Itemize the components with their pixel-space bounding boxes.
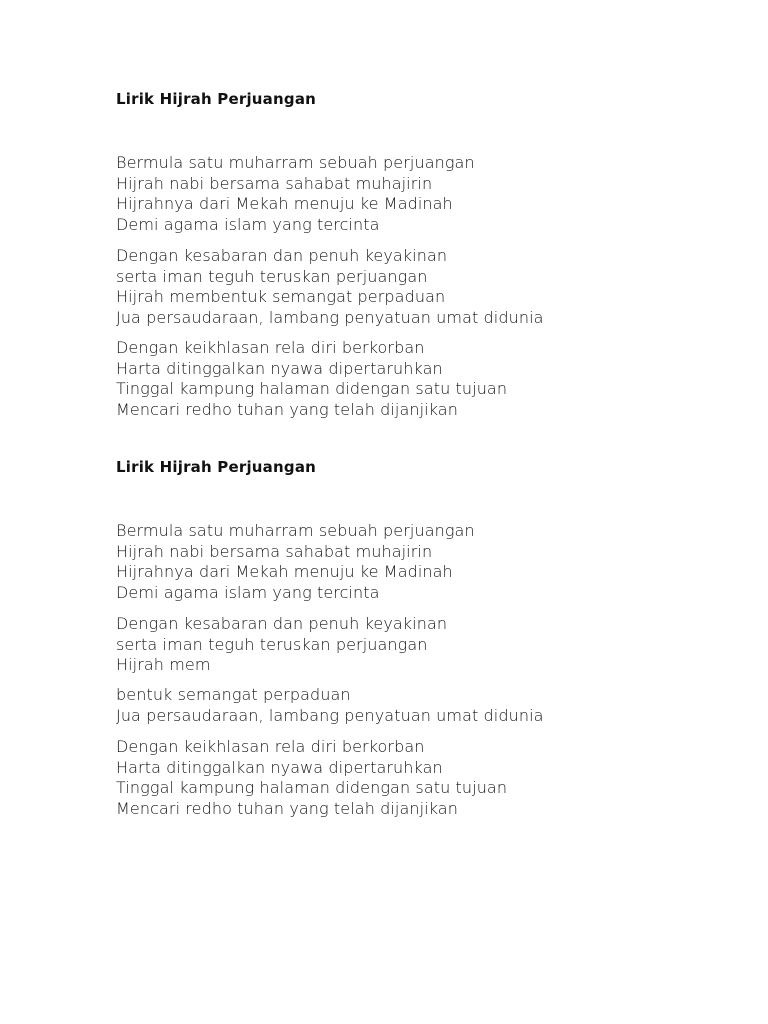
lyric-line: Jua persaudaraan, lambang penyatuan umat didunia: [116, 705, 544, 725]
lyrics-title: Lirik Hijrah Perjuangan: [116, 90, 317, 108]
lyric-line: Tinggal kampung halaman didengan satu tujuan: [116, 778, 508, 798]
stanza: [116, 338, 507, 421]
lyric-line: serta iman teguh teruskan perjuangan: [116, 634, 428, 654]
lyric-line: bentuk semangat perpaduan: [116, 685, 351, 704]
lyric-line: Bermula satu muharram sebuah perjuangan: [116, 521, 475, 540]
lyric-line: Dengan keikhlasan rela diri berkorban: [116, 737, 425, 756]
lyrics-title: Lirik Hijrah Perjuangan: [116, 458, 317, 476]
stanza: [116, 153, 475, 236]
stanza: [116, 685, 544, 726]
lyric-line: Hijrah nabi bersama sahabat muhajirin: [116, 173, 433, 193]
lyric-line: Harta ditinggalkan nyawa dipertaruhkan: [116, 757, 443, 777]
lyric-line: Hijrah nabi bersama sahabat muhajirin: [116, 541, 433, 561]
stanza: [116, 521, 475, 604]
stanza: [116, 246, 544, 329]
lyric-line: Harta ditinggalkan nyawa dipertaruhkan: [116, 358, 443, 378]
lyric-line: serta iman teguh teruskan perjuangan: [116, 266, 428, 286]
lyric-line: Bermula satu muharram sebuah perjuangan: [116, 153, 475, 172]
lyric-line: Hijrahnya dari Mekah menuju ke Madinah: [116, 562, 453, 582]
stanza: [116, 737, 507, 820]
lyric-line: Hijrah mem: [116, 655, 211, 675]
lyric-line: Demi agama islam yang tercinta: [116, 583, 380, 603]
lyric-line: Dengan kesabaran dan penuh keyakinan: [116, 246, 448, 265]
lyric-line: Jua persaudaraan, lambang penyatuan umat didunia: [116, 308, 544, 328]
lyric-line: Dengan keikhlasan rela diri berkorban: [116, 338, 425, 357]
lyric-line: Demi agama islam yang tercinta: [116, 215, 380, 235]
lyric-line: Dengan kesabaran dan penuh keyakinan: [116, 614, 448, 633]
stanza: [116, 614, 447, 676]
lyric-line: Mencari redho tuhan yang telah dijanjikan: [116, 799, 458, 819]
lyric-line: Hijrahnya dari Mekah menuju ke Madinah: [116, 194, 453, 214]
lyric-line: Tinggal kampung halaman didengan satu tujuan: [116, 379, 508, 399]
lyric-line: Mencari redho tuhan yang telah dijanjikan: [116, 400, 458, 420]
lyric-line: Hijrah membentuk semangat perpaduan: [116, 287, 446, 307]
